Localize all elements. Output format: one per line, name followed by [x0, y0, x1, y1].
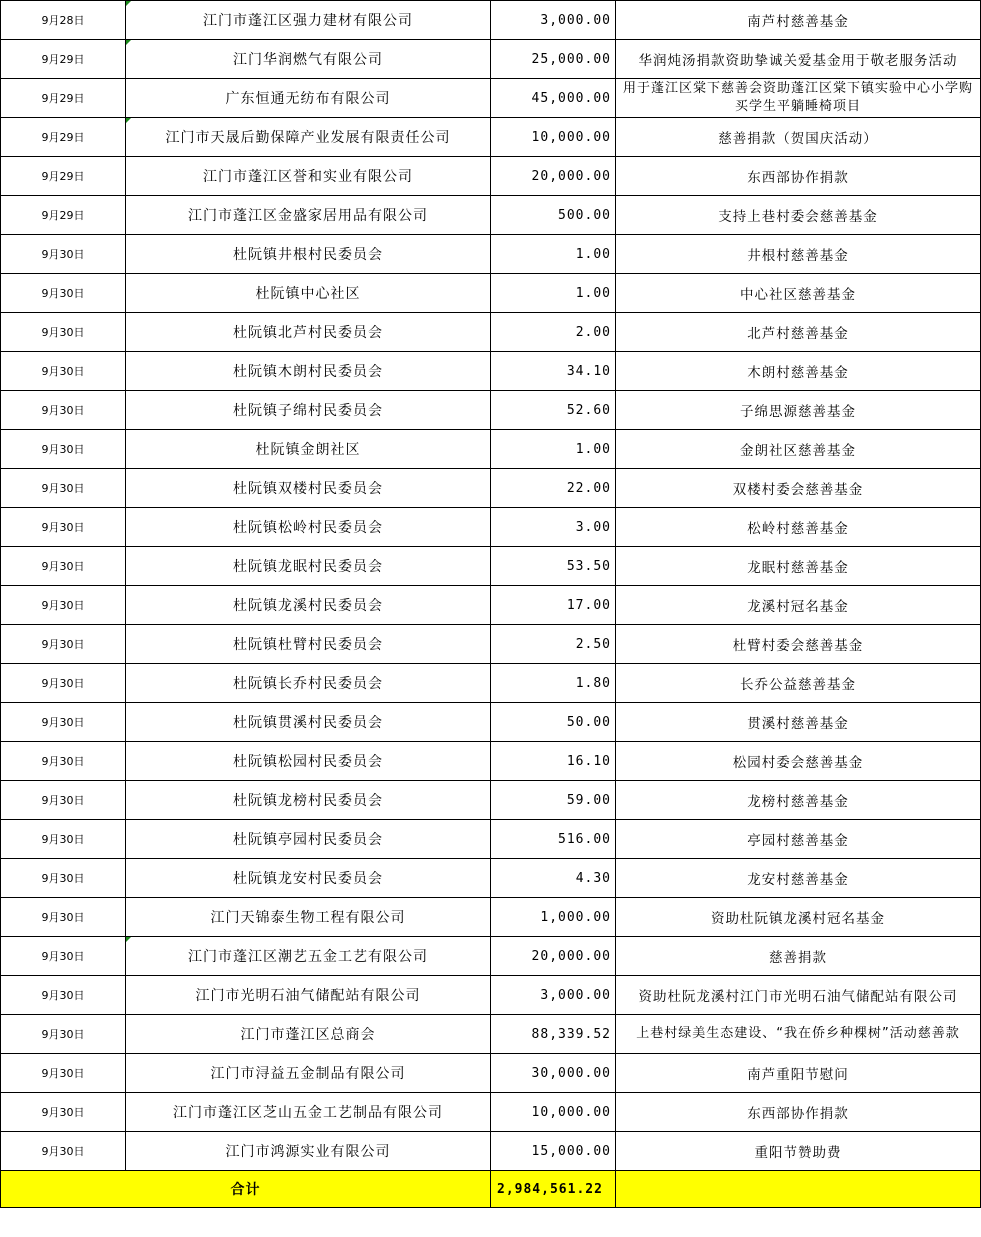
donor-cell	[126, 118, 491, 157]
purpose-cell: 金朗社区慈善基金	[616, 430, 981, 469]
amount-cell: 22.00	[491, 469, 616, 508]
purpose-cell: 慈善捐款	[616, 937, 981, 976]
amount-cell: 2.50	[491, 625, 616, 664]
donor-cell: 江门天锦泰生物工程有限公司	[126, 898, 491, 937]
amount-cell: 2.00	[491, 313, 616, 352]
purpose-cell: 亭园村慈善基金	[616, 820, 981, 859]
date-cell: 9月30日	[1, 898, 126, 937]
purpose-cell: 北芦村慈善基金	[616, 313, 981, 352]
table-row	[1, 157, 981, 196]
donor-cell: 江门市浔益五金制品有限公司	[126, 1054, 491, 1093]
purpose-cell: 龙溪村冠名基金	[616, 586, 981, 625]
date-cell: 9月30日	[1, 391, 126, 430]
date-cell: 9月30日	[1, 508, 126, 547]
table-row	[1, 781, 981, 820]
amount-cell: 25,000.00	[491, 40, 616, 79]
donor-cell: 杜阮镇龙榜村民委员会	[126, 781, 491, 820]
purpose-cell: 龙眠村慈善基金	[616, 547, 981, 586]
date-cell: 9月30日	[1, 664, 126, 703]
date-cell: 9月30日	[1, 781, 126, 820]
amount-cell: 53.50	[491, 547, 616, 586]
date-cell: 9月30日	[1, 976, 126, 1015]
donor-cell: 杜阮镇中心社区	[126, 274, 491, 313]
date-cell: 9月30日	[1, 1015, 126, 1054]
donor-cell: 杜阮镇龙溪村民委员会	[126, 586, 491, 625]
date-cell: 9月30日	[1, 586, 126, 625]
purpose-cell: 木朗村慈善基金	[616, 352, 981, 391]
donor-cell: 江门市蓬江区誉和实业有限公司	[126, 157, 491, 196]
table-row	[1, 391, 981, 430]
donor-name: 江门市蓬江区强力建材有限公司	[203, 13, 413, 29]
table-row	[1, 547, 981, 586]
donor-cell: 杜阮镇贯溪村民委员会	[126, 703, 491, 742]
table-row	[1, 274, 981, 313]
comment-marker-icon	[126, 1, 131, 6]
amount-cell: 20,000.00	[491, 157, 616, 196]
donor-cell: 江门市鸿源实业有限公司	[126, 1132, 491, 1171]
date-cell: 9月30日	[1, 469, 126, 508]
table-row	[1, 703, 981, 742]
amount-cell: 52.60	[491, 391, 616, 430]
purpose-cell: 慈善捐款（贺国庆活动）	[616, 118, 981, 157]
date-cell: 9月29日	[1, 40, 126, 79]
amount-cell: 3.00	[491, 508, 616, 547]
purpose-cell: 杜臂村委会慈善基金	[616, 625, 981, 664]
amount-cell: 516.00	[491, 820, 616, 859]
purpose-cell: 重阳节赞助费	[616, 1132, 981, 1171]
amount-cell: 59.00	[491, 781, 616, 820]
purpose-cell: 松岭村慈善基金	[616, 508, 981, 547]
date-cell: 9月30日	[1, 1054, 126, 1093]
donor-cell: 杜阮镇龙眠村民委员会	[126, 547, 491, 586]
total-label: 合计	[1, 1171, 491, 1208]
donor-cell: 江门市蓬江区金盛家居用品有限公司	[126, 196, 491, 235]
purpose-cell: 松园村委会慈善基金	[616, 742, 981, 781]
amount-cell: 16.10	[491, 742, 616, 781]
amount-cell: 45,000.00	[491, 79, 616, 118]
date-cell: 9月30日	[1, 1093, 126, 1132]
purpose-cell: 龙榜村慈善基金	[616, 781, 981, 820]
comment-marker-icon	[126, 937, 131, 942]
donor-cell	[126, 937, 491, 976]
purpose-cell: 贯溪村慈善基金	[616, 703, 981, 742]
table-row	[1, 313, 981, 352]
table-row	[1, 79, 981, 118]
table-row	[1, 625, 981, 664]
donor-name: 江门市蓬江区潮艺五金工艺有限公司	[188, 949, 428, 965]
table-row	[1, 352, 981, 391]
date-cell: 9月30日	[1, 625, 126, 664]
purpose-cell: 井根村慈善基金	[616, 235, 981, 274]
donor-cell	[126, 40, 491, 79]
amount-cell: 17.00	[491, 586, 616, 625]
date-cell: 9月29日	[1, 118, 126, 157]
donor-cell: 杜阮镇长乔村民委员会	[126, 664, 491, 703]
date-cell: 9月30日	[1, 430, 126, 469]
table-row	[1, 40, 981, 79]
date-cell: 9月30日	[1, 859, 126, 898]
purpose-cell: 用于蓬江区棠下慈善会资助蓬江区棠下镇实验中心小学购买学生平躺睡椅项目	[616, 79, 981, 118]
amount-cell: 3,000.00	[491, 1, 616, 40]
purpose-cell: 东西部协作捐款	[616, 157, 981, 196]
donor-cell: 杜阮镇金朗社区	[126, 430, 491, 469]
date-cell: 9月30日	[1, 820, 126, 859]
amount-cell: 15,000.00	[491, 1132, 616, 1171]
donor-cell: 杜阮镇亭园村民委员会	[126, 820, 491, 859]
date-cell: 9月30日	[1, 937, 126, 976]
donor-cell: 江门市蓬江区芝山五金工艺制品有限公司	[126, 1093, 491, 1132]
total-row	[1, 1171, 981, 1208]
donor-cell	[126, 1, 491, 40]
table-row	[1, 898, 981, 937]
table-row	[1, 742, 981, 781]
table-row	[1, 1, 981, 40]
purpose-cell: 双楼村委会慈善基金	[616, 469, 981, 508]
table-row	[1, 469, 981, 508]
amount-cell: 1.80	[491, 664, 616, 703]
table-row	[1, 937, 981, 976]
donor-cell: 杜阮镇松园村民委员会	[126, 742, 491, 781]
date-cell: 9月30日	[1, 547, 126, 586]
purpose-cell: 南芦村慈善基金	[616, 1, 981, 40]
amount-cell: 500.00	[491, 196, 616, 235]
donor-cell: 杜阮镇北芦村民委员会	[126, 313, 491, 352]
amount-cell: 50.00	[491, 703, 616, 742]
date-cell: 9月30日	[1, 313, 126, 352]
amount-cell: 34.10	[491, 352, 616, 391]
table-row	[1, 1015, 981, 1054]
amount-cell: 30,000.00	[491, 1054, 616, 1093]
donor-cell: 江门市光明石油气储配站有限公司	[126, 976, 491, 1015]
total-amount: 2,984,561.22	[491, 1171, 616, 1208]
table-row	[1, 235, 981, 274]
date-cell: 9月30日	[1, 352, 126, 391]
table-row	[1, 586, 981, 625]
purpose-cell: 子绵思源慈善基金	[616, 391, 981, 430]
amount-cell: 1,000.00	[491, 898, 616, 937]
donor-cell: 杜阮镇双楼村民委员会	[126, 469, 491, 508]
amount-cell: 20,000.00	[491, 937, 616, 976]
table-row	[1, 664, 981, 703]
table-row	[1, 430, 981, 469]
table-row	[1, 508, 981, 547]
amount-cell: 1.00	[491, 235, 616, 274]
date-cell: 9月30日	[1, 274, 126, 313]
purpose-cell: 长乔公益慈善基金	[616, 664, 981, 703]
date-cell: 9月30日	[1, 1132, 126, 1171]
donor-cell: 杜阮镇井根村民委员会	[126, 235, 491, 274]
purpose-cell: 资助杜阮龙溪村江门市光明石油气储配站有限公司	[616, 976, 981, 1015]
purpose-cell: 龙安村慈善基金	[616, 859, 981, 898]
purpose-cell: 中心社区慈善基金	[616, 274, 981, 313]
purpose-cell: 资助杜阮镇龙溪村冠名基金	[616, 898, 981, 937]
date-cell: 9月29日	[1, 79, 126, 118]
table-row	[1, 820, 981, 859]
amount-cell: 1.00	[491, 274, 616, 313]
table-row	[1, 1093, 981, 1132]
purpose-cell: 华润炖汤捐款资助挚诚关爱基金用于敬老服务活动	[616, 40, 981, 79]
comment-marker-icon	[126, 118, 131, 123]
amount-cell: 10,000.00	[491, 1093, 616, 1132]
table-row	[1, 196, 981, 235]
date-cell: 9月29日	[1, 196, 126, 235]
purpose-cell: 支持上巷村委会慈善基金	[616, 196, 981, 235]
amount-cell: 1.00	[491, 430, 616, 469]
date-cell: 9月30日	[1, 703, 126, 742]
comment-marker-icon	[126, 40, 131, 45]
date-cell: 9月30日	[1, 235, 126, 274]
table-row	[1, 859, 981, 898]
date-cell: 9月30日	[1, 742, 126, 781]
table-row	[1, 976, 981, 1015]
donor-cell: 杜阮镇松岭村民委员会	[126, 508, 491, 547]
donor-cell: 广东恒通无纺布有限公司	[126, 79, 491, 118]
purpose-cell: 东西部协作捐款	[616, 1093, 981, 1132]
purpose-cell: 南芦重阳节慰问	[616, 1054, 981, 1093]
purpose-cell: 上巷村绿美生态建设、“我在侨乡种棵树”活动慈善款	[616, 1015, 981, 1054]
donor-cell: 杜阮镇杜臂村民委员会	[126, 625, 491, 664]
donor-name: 江门市天晟后勤保障产业发展有限责任公司	[165, 130, 451, 146]
table-row	[1, 118, 981, 157]
donor-cell: 江门市蓬江区总商会	[126, 1015, 491, 1054]
table-row	[1, 1054, 981, 1093]
amount-cell: 10,000.00	[491, 118, 616, 157]
amount-cell: 3,000.00	[491, 976, 616, 1015]
total-empty-cell	[616, 1171, 981, 1208]
donor-name: 江门华润燃气有限公司	[233, 52, 383, 68]
donor-cell: 杜阮镇子绵村民委员会	[126, 391, 491, 430]
date-cell: 9月28日	[1, 1, 126, 40]
table-row	[1, 1132, 981, 1171]
donor-cell: 杜阮镇木朗村民委员会	[126, 352, 491, 391]
date-cell: 9月29日	[1, 157, 126, 196]
amount-cell: 4.30	[491, 859, 616, 898]
donor-cell: 杜阮镇龙安村民委员会	[126, 859, 491, 898]
amount-cell: 88,339.52	[491, 1015, 616, 1054]
